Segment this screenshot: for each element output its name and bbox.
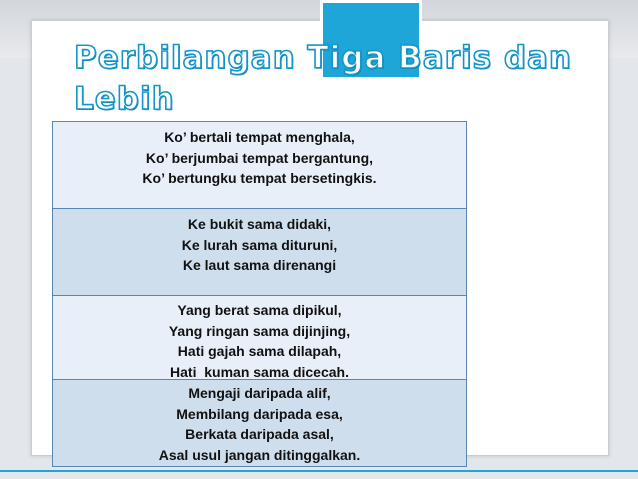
stanza-table [52, 121, 467, 467]
stanza-line: Yang berat sama dipikul, [177, 302, 342, 318]
stanza-line: Ke lurah sama dituruni, [181, 236, 338, 253]
stanza-line: Ko’ bertungku tempat bersetingkis. [142, 170, 377, 186]
stanza-row-3 [53, 296, 466, 380]
stanza-line: Hati kuman sama dicecah. [170, 363, 349, 380]
accent-bottom-line [0, 470, 638, 472]
stanza-line: Ke laut sama direnangi [182, 257, 337, 273]
slide-title-line-2: Lebih [74, 81, 175, 117]
stanza-row-2 [53, 209, 466, 296]
stanza-line: Hati gajah sama dilapah, [177, 343, 342, 359]
slide-title-line-1: Perbilangan Tiga Baris dan [74, 40, 572, 76]
stanza-line: Ko’ berjumbai tempat bergantung, [145, 149, 374, 166]
stanza-line: Membilang daripada esa, [176, 405, 343, 422]
stanza-line: Berkata daripada asal, [185, 426, 334, 442]
stanza-line: Ko’ bertali tempat menghala, [164, 129, 355, 145]
stanza-line: Mengaji daripada alif, [188, 385, 331, 401]
stanza-row-4 [53, 380, 466, 466]
stanza-row-1 [53, 122, 466, 209]
stanza-line: Yang ringan sama dijinjing, [168, 322, 351, 339]
stanza-line: Ke bukit sama didaki, [187, 216, 332, 232]
slide-title [74, 38, 594, 120]
stanza-line: Asal usul jangan ditinggalkan. [158, 446, 361, 463]
